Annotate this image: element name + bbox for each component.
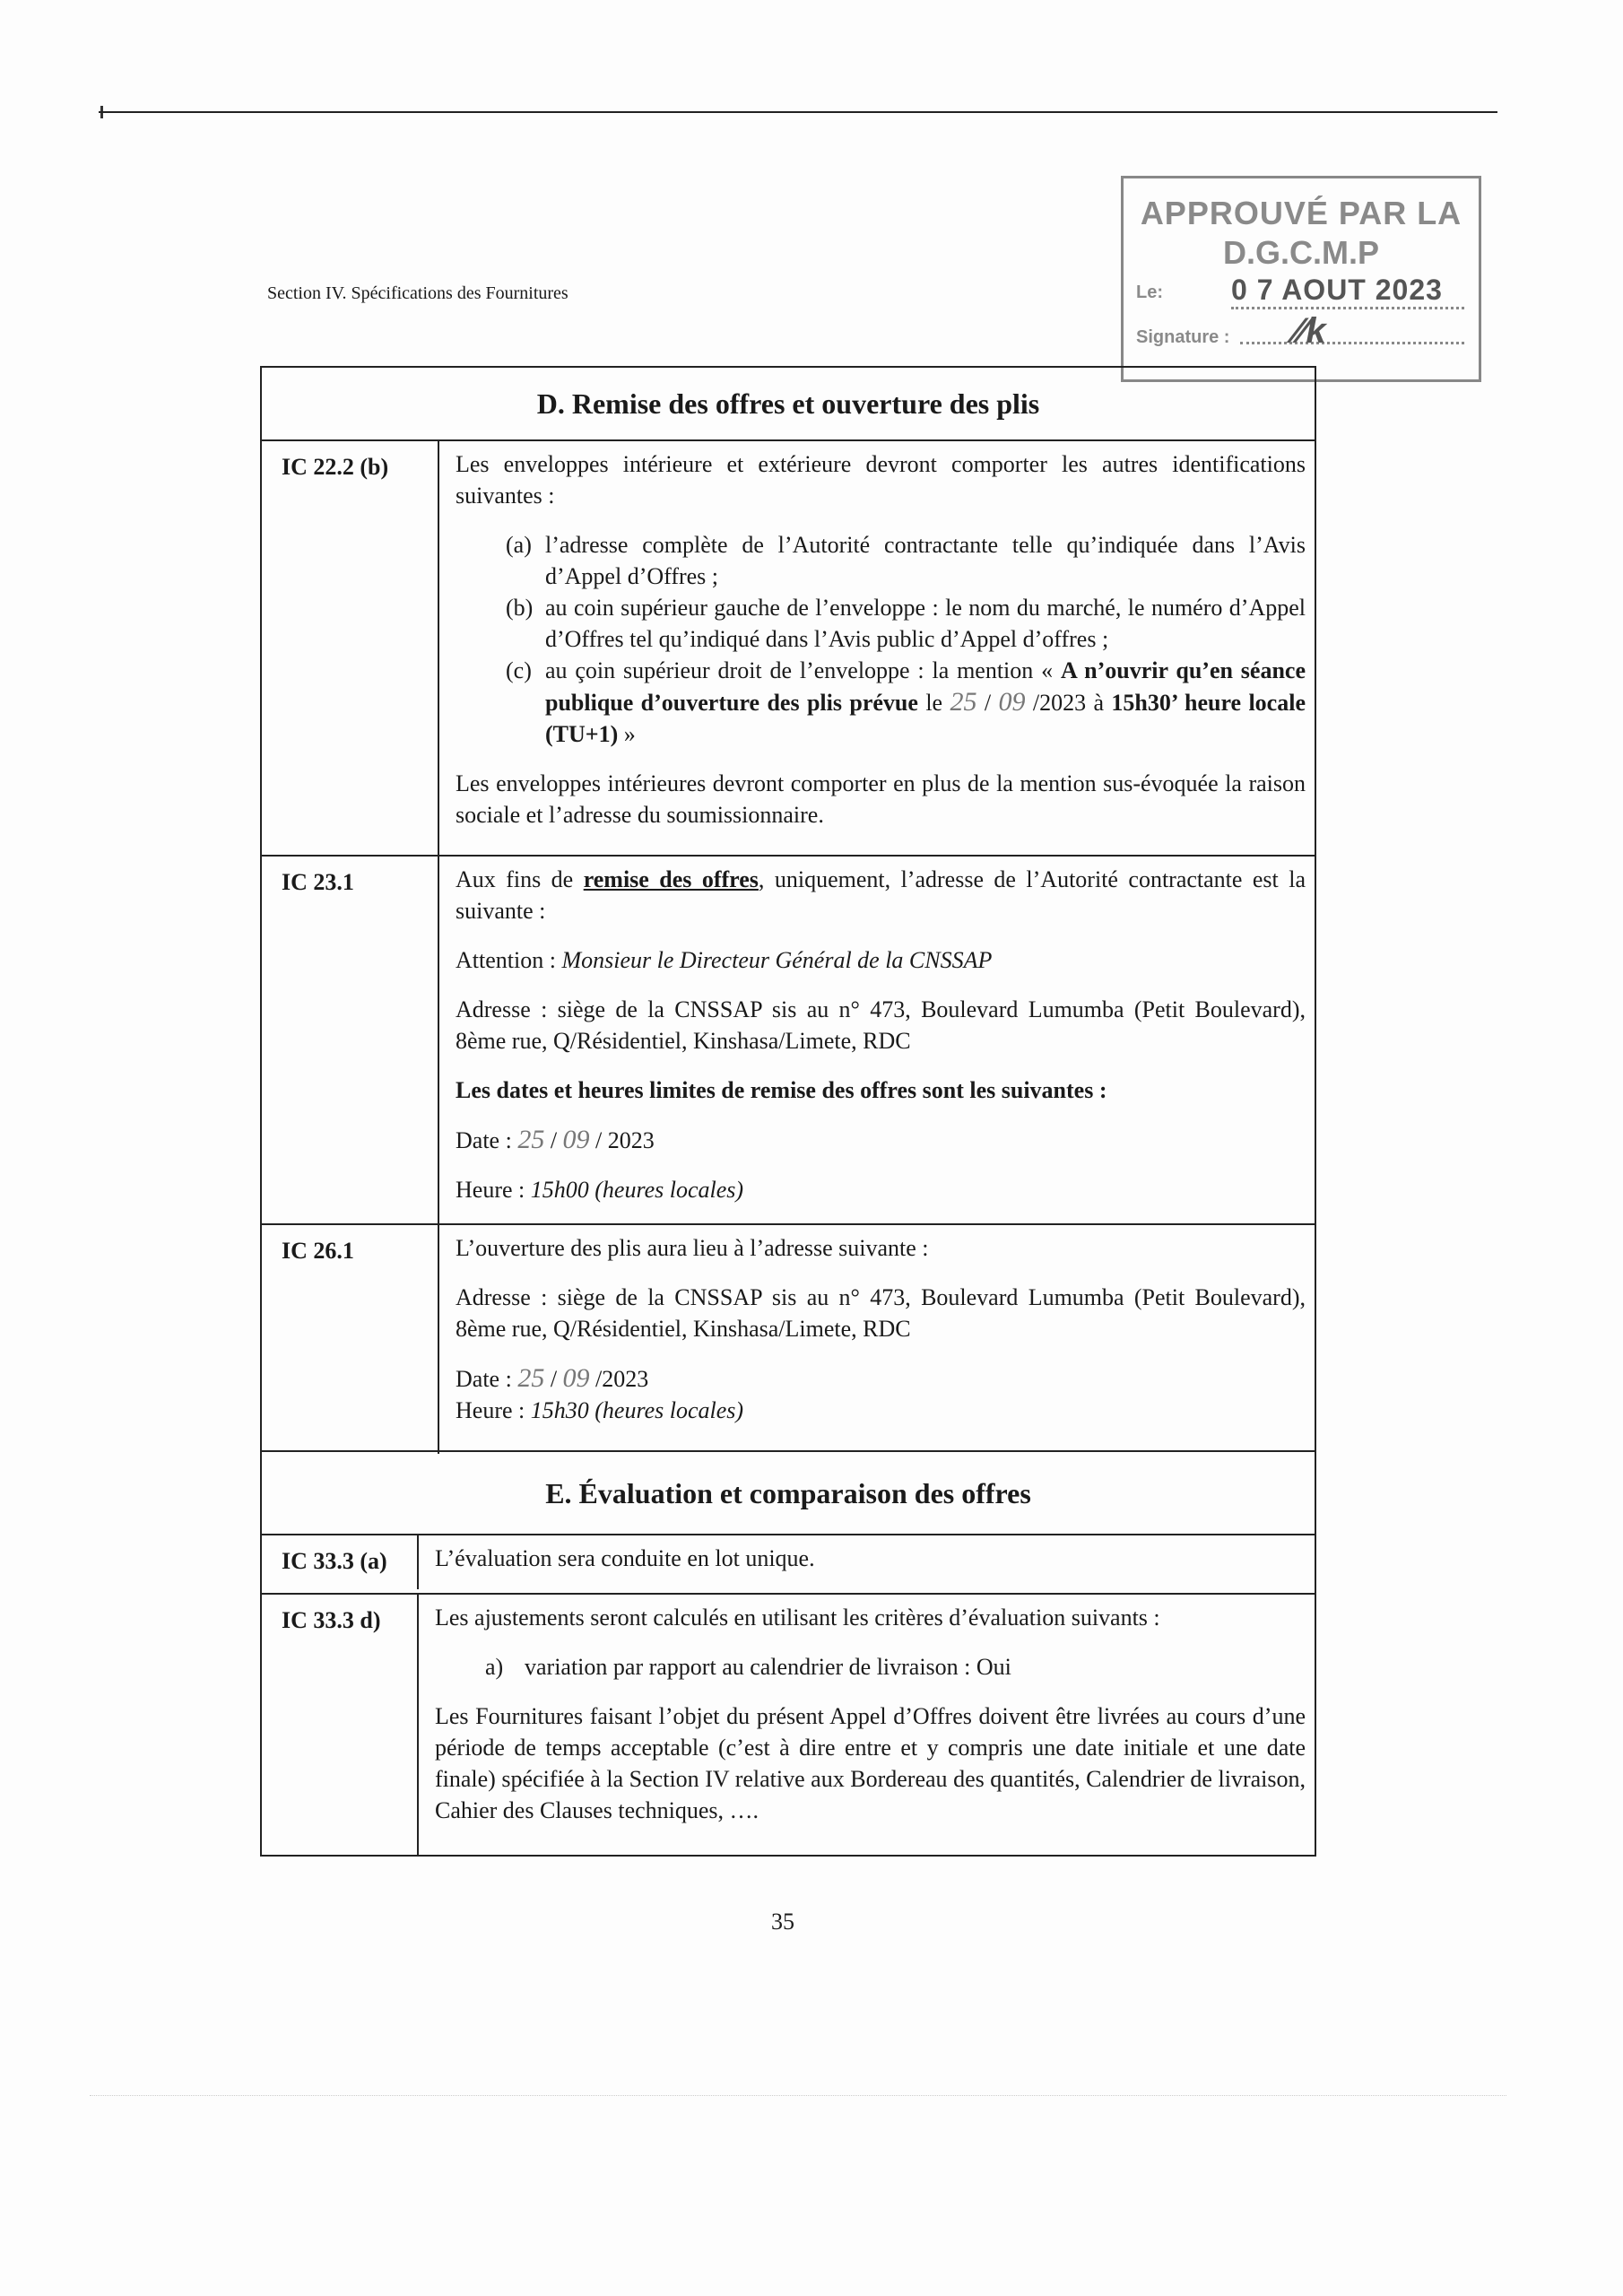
- row-outro: Les enveloppes intérieures devront comporter en plus de la mention sus-évoquée la raison sociale et l’adresse du soumissionnaire.: [456, 770, 1306, 828]
- stamp-date-label: Le:: [1136, 283, 1163, 302]
- stamp-line1: APPROUVÉ PAR LA: [1140, 195, 1462, 231]
- approval-stamp: [1121, 176, 1481, 382]
- scan-artifact: [90, 2095, 1506, 2096]
- section-e-table: [260, 1450, 1316, 1857]
- stamp-date: 0 7 AOUT 2023: [1231, 274, 1464, 309]
- section-e-title: E. Évaluation et comparaison des offres: [545, 1477, 1031, 1509]
- handwritten-month: 09: [998, 687, 1026, 717]
- table-row: IC 26.1 L’ouverture des plis aura lieu à l’adresse suivante : Adresse : siège de la CNSSAP sis au n° 473, Boulevard Lumumba (Petit Boulevard), 8ème rue, Q/Résidentiel, Kinshasa/Limete, RDC Date : 25 / 09 /2023 Heure : 15h30 (heures locales): [262, 1223, 1315, 1454]
- row-label: IC 23.1: [262, 857, 439, 1223]
- page-number: 35: [771, 1909, 794, 1935]
- section-header: Section IV. Spécifications des Fournitures: [267, 283, 568, 303]
- signature-line: [1240, 342, 1464, 344]
- stamp-signature-label: Signature :: [1136, 327, 1230, 347]
- list-item: (c) au çoin supérieur droit de l’enveloppe : la mention « A n’ouvrir qu’en séance publique d’ouverture des plis prévue le 25 / 09 /2023 à 15h30’ heure locale (TU+1) »: [506, 657, 1306, 747]
- row-label: IC 33.3 d): [262, 1595, 419, 1855]
- section-d-table: [260, 366, 1316, 1452]
- table-row: IC 33.3 (a) L’évaluation sera conduite en lot unique.: [262, 1534, 1315, 1589]
- table-row: IC 33.3 d) Les ajustements seront calculés en utilisant les critères d’évaluation suivants : a) variation par rapport au calendrier de livraison : Oui Les Fournitures faisant l’objet du présent Appel d’Offres doivent être livrées au cours d’une période de temps acceptable (c’est à dire entre et y compris une date initiale et une date finale) spécifiée à la Section IV relative aux Bordereau des quantités, Calendrier de livraison, Cahier des Clauses techniques, ….: [262, 1593, 1315, 1855]
- signature-mark: ⁄⁄k: [1294, 311, 1326, 351]
- row-intro: Les enveloppes intérieure et extérieure devront comporter les autres identifications suivantes :: [456, 451, 1306, 509]
- section-d-title: D. Remise des offres et ouverture des plis: [536, 387, 1040, 420]
- table-row: [262, 439, 1315, 855]
- row-label: IC 33.3 (a): [262, 1535, 419, 1589]
- row-label: IC 22.2 (b): [262, 441, 439, 855]
- handwritten-day: 25: [950, 687, 977, 717]
- list-item: (b) au coin supérieur gauche de l’enveloppe : le nom du marché, le numéro d’Appel d’Offres tel qu’indiqué dans l’Avis public d’Appel d’offres ;: [506, 595, 1306, 652]
- stamp-line2: D.G.C.M.P: [1222, 234, 1379, 271]
- table-row: IC 23.1 Aux fins de remise des offres, uniquement, l’adresse de l’Autorité contractante est la suivante : Attention : Monsieur le Directeur Général de la CNSSAP Adresse : siège de la CNSSAP sis au n° 473, Boulevard Lumumba (Petit Boulevard), 8ème rue, Q/Résidentiel, Kinshasa/Limete, RDC Les dates et heures limites de remise des offres sont les suivantes : Date : 25 / 09 / 2023 Heure : 15h00 (heures locales): [262, 855, 1315, 1223]
- row-label: IC 26.1: [262, 1225, 439, 1454]
- header-rule: [99, 111, 1497, 113]
- list-item: (a) l’adresse complète de l’Autorité contractante telle qu’indiquée dans l’Avis d’Appel d’Offres ;: [506, 532, 1306, 589]
